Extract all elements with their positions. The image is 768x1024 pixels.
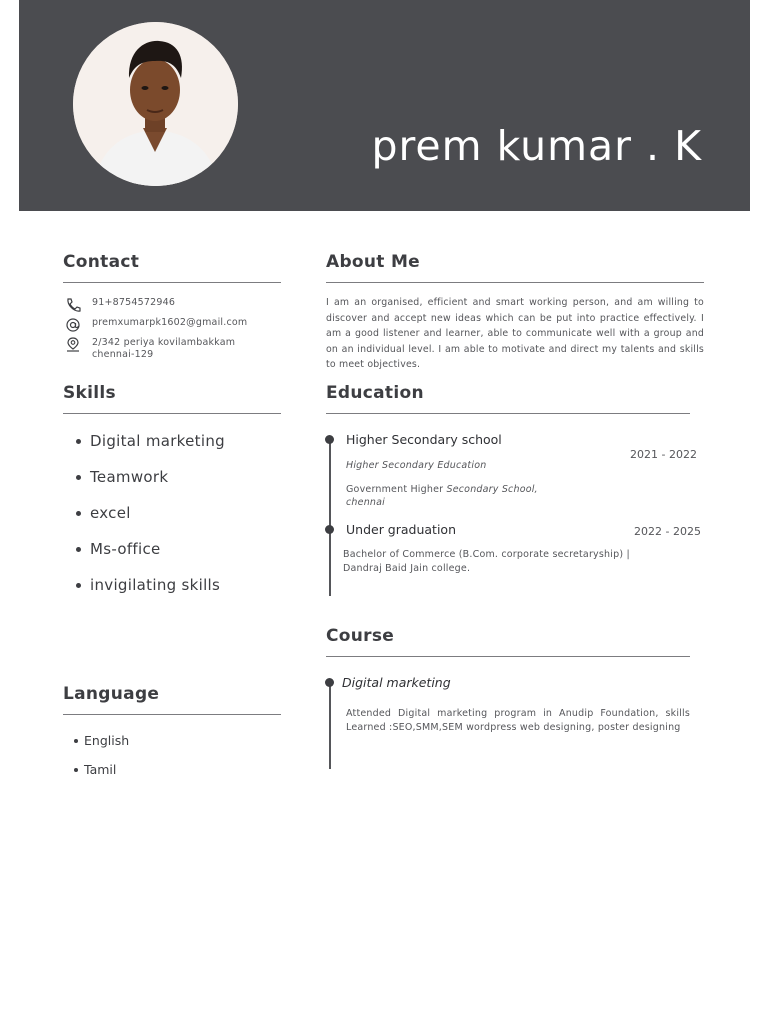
timeline-dot: [325, 678, 334, 687]
language-item: Tamil: [74, 761, 129, 790]
education-institution: [346, 484, 538, 495]
at-sign-icon: [64, 317, 82, 333]
timeline-dot: [325, 525, 334, 534]
contact-address-row: [64, 337, 235, 361]
phone-icon: [64, 297, 82, 313]
avatar: [73, 22, 238, 186]
education-college: Dandraj Baid Jain college.: [343, 563, 471, 574]
about-heading: About Me: [326, 252, 420, 272]
contact-phone[interactable]: 91+8754572946: [92, 297, 176, 308]
contact-phone-row: [64, 297, 175, 313]
education-city: chennai: [346, 497, 385, 508]
language-heading: Language: [63, 684, 160, 704]
candidate-name: prem kumar . K: [371, 122, 702, 170]
language-list: [74, 732, 129, 790]
profile-photo: [73, 22, 238, 186]
contact-divider: [63, 282, 281, 283]
skills-list: [76, 430, 225, 610]
language-divider: [63, 714, 281, 715]
contact-email[interactable]: premxumarpk1602@gmail.com: [92, 317, 248, 328]
education-title: Under graduation: [346, 522, 457, 537]
timeline-dot: [325, 435, 334, 444]
education-divider: [326, 413, 690, 414]
institution-prefix: Government Higher: [346, 484, 444, 495]
education-degree: Bachelor of Commerce (B.Com. corporate secretaryship) |: [343, 549, 630, 560]
skill-item: excel: [76, 502, 225, 538]
course-heading: Course: [326, 626, 395, 646]
skill-item: invigilating skills: [76, 574, 225, 610]
about-divider: [326, 282, 704, 283]
institution-italic: Secondary School,: [446, 484, 538, 495]
header-banner: [19, 0, 750, 211]
contact-address: [92, 337, 235, 361]
education-subtitle: Higher Secondary Education: [346, 460, 487, 471]
contact-email-row: [64, 317, 247, 333]
location-pin-icon: [64, 337, 82, 353]
skill-item: Ms-office: [76, 538, 225, 574]
education-years: 2022 - 2025: [634, 525, 701, 538]
education-timeline: [329, 440, 331, 596]
contact-heading: Contact: [63, 252, 140, 272]
course-description: Attended Digital marketing program in Anudip Foundation, skills Learned :SEO,SMM,SEM wordpress web designing, poster designing: [346, 708, 690, 733]
skill-item: Teamwork: [76, 466, 225, 502]
education-title: Higher Secondary school: [346, 432, 502, 447]
language-item: English: [74, 732, 129, 761]
address-line-2: chennai-129: [92, 349, 154, 360]
course-divider: [326, 656, 690, 657]
course-name: Digital marketing: [342, 675, 451, 690]
course-timeline: [329, 682, 331, 769]
skills-heading: Skills: [63, 383, 116, 403]
skills-divider: [63, 413, 281, 414]
education-years: 2021 - 2022: [630, 448, 697, 461]
education-heading: Education: [326, 383, 424, 403]
about-text: I am an organised, efficient and smart working person, and am willing to discover and accept new ideas which can be put into practice effectively. I am a good listener and learner, able to communicate well with a group and on an individual level. I am able to motivate and direct my talents and skills to meet objectives.: [326, 297, 704, 370]
address-line-1: 2/342 periya kovilambakkam: [92, 337, 236, 348]
skill-item: Digital marketing: [76, 430, 225, 466]
